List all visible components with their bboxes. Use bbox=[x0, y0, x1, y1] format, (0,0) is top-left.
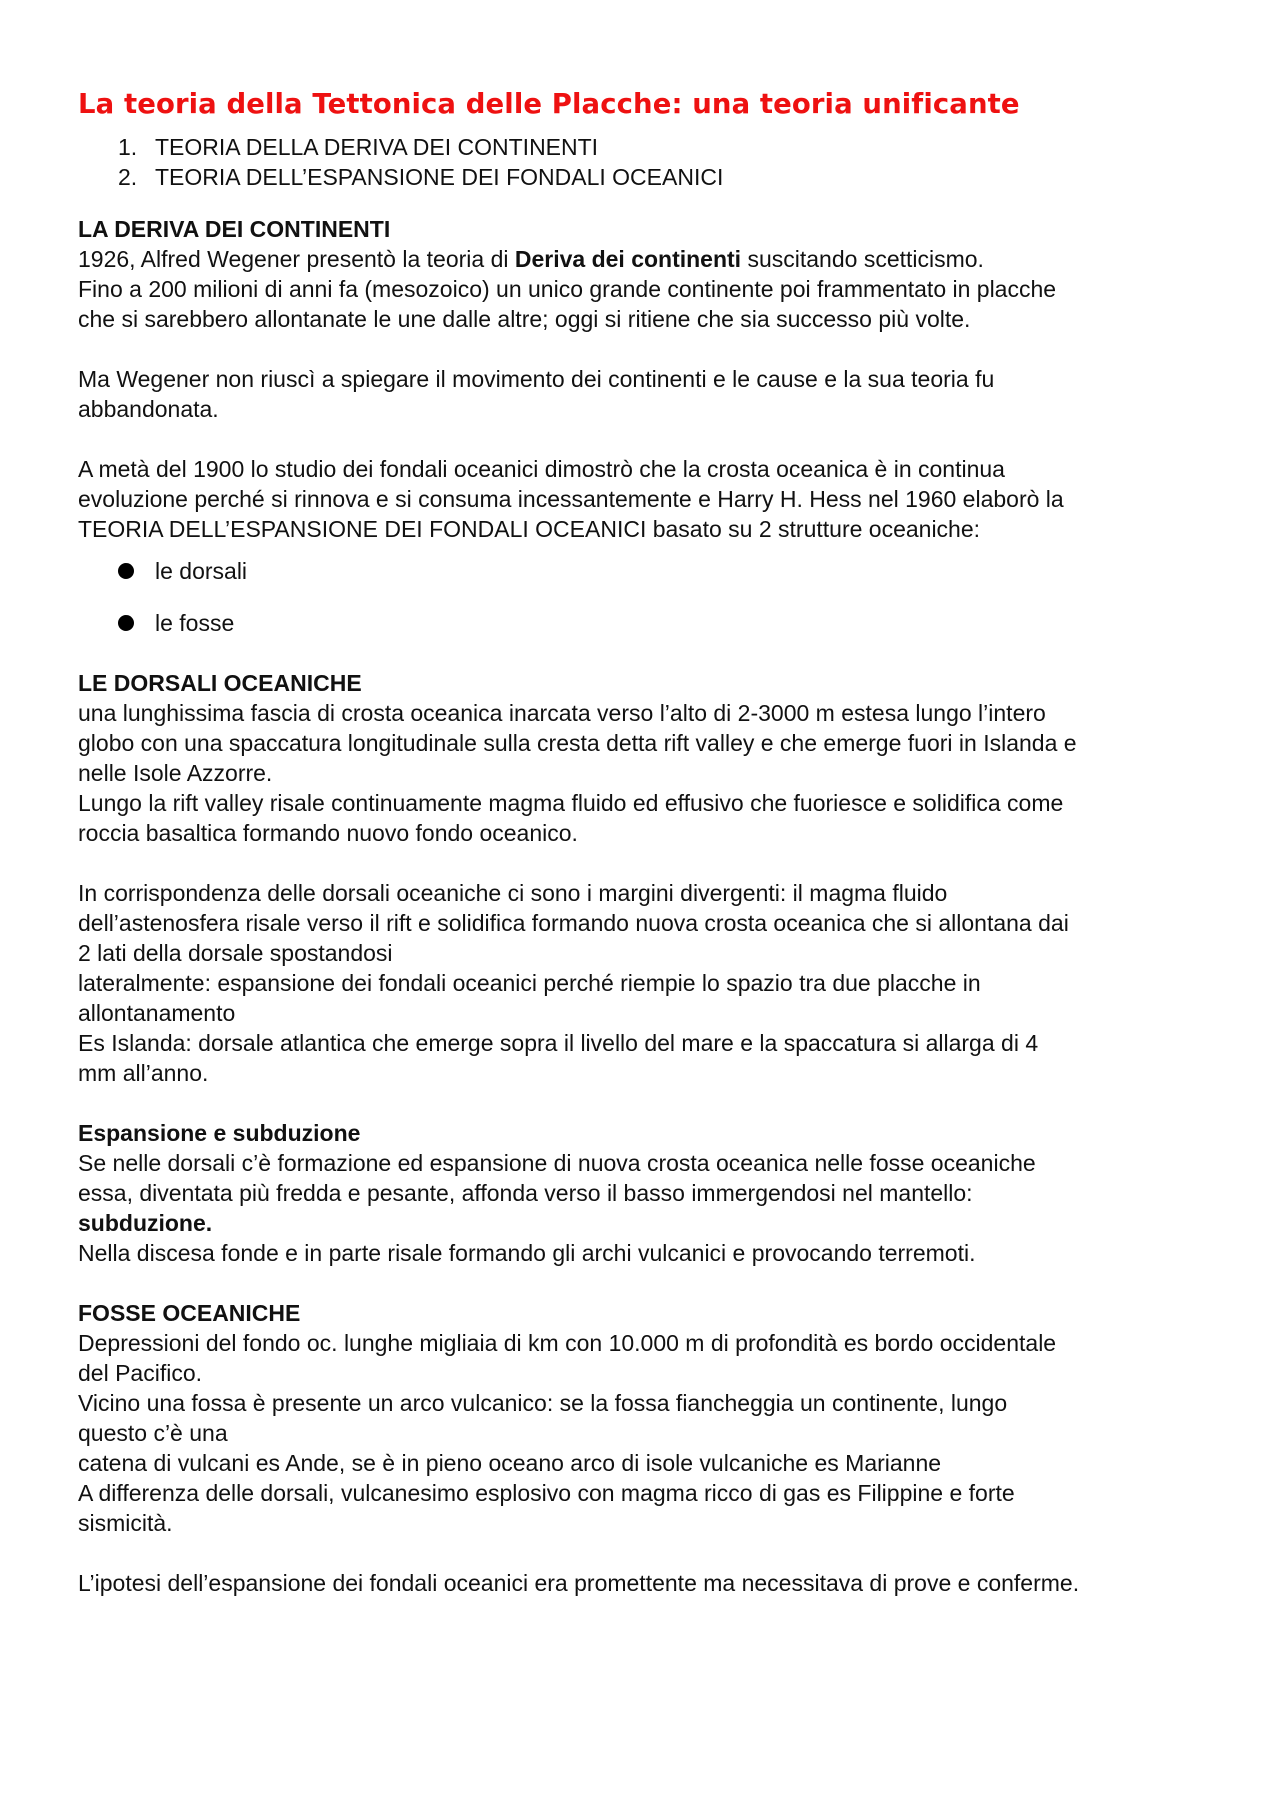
bullet-text: le dorsali bbox=[155, 558, 248, 584]
paragraph-line: A differenza delle dorsali, vulcanesimo esplosivo con magma ricco di gas es Filippine e forte bbox=[78, 1480, 1015, 1506]
paragraph-line: A metà del 1900 lo studio dei fondali oceanici dimostrò che la crosta oceanica è in continua bbox=[78, 456, 1005, 482]
paragraph-line: Ma Wegener non riuscì a spiegare il movimento dei continenti e le cause e la sua teoria fu bbox=[78, 366, 995, 392]
paragraph-line: Lungo la rift valley risale continuamente magma fluido ed effusivo che fuoriesce e solidifica come bbox=[78, 790, 1064, 816]
paragraph-line: catena di vulcani es Ande, se è in pieno oceano arco di isole vulcaniche es Marianne bbox=[78, 1450, 942, 1476]
paragraph-line bbox=[78, 244, 1218, 274]
bold-term: subduzione. bbox=[78, 1210, 213, 1236]
paragraph-line: sismicità. bbox=[78, 1510, 173, 1536]
text-run: 1926, Alfred Wegener presentò la teoria di bbox=[78, 246, 515, 272]
bullet-text: le fosse bbox=[155, 610, 235, 636]
paragraph-line: lateralmente: espansione dei fondali oceanici perché riempie lo spazio tra due placche in bbox=[78, 970, 981, 996]
paragraph-line: mm all’anno. bbox=[78, 1060, 209, 1086]
list-item bbox=[118, 162, 1218, 192]
bullet-item bbox=[118, 556, 1218, 586]
bullet-icon bbox=[118, 563, 134, 579]
section-heading-fosse: FOSSE OCEANICHE bbox=[78, 1300, 301, 1326]
bullet-item bbox=[118, 608, 1218, 638]
paragraph-line: allontanamento bbox=[78, 1000, 236, 1026]
paragraph-line: globo con una spaccatura longitudinale sulla cresta detta rift valley e che emerge fuori in Islanda e bbox=[78, 730, 1077, 756]
paragraph-line: Se nelle dorsali c’è formazione ed espansione di nuova crosta oceanica nelle fosse oceaniche bbox=[78, 1150, 1036, 1176]
list-item-text: TEORIA DELL’ESPANSIONE DEI FONDALI OCEANICI bbox=[155, 164, 724, 190]
closing-line: L’ipotesi dell’espansione dei fondali oceanici era promettente ma necessitava di prove e conferme. bbox=[78, 1570, 1080, 1596]
text-run: suscitando scetticismo. bbox=[741, 246, 984, 272]
bold-term: Deriva dei continenti bbox=[514, 246, 742, 272]
page-title: La teoria della Tettonica delle Placche: una teoria unificante bbox=[78, 88, 1020, 120]
list-number: 1. bbox=[118, 134, 138, 160]
paragraph-line: Nella discesa fonde e in parte risale formando gli archi vulcanici e provocando terremoti. bbox=[78, 1240, 976, 1266]
paragraph-line: nelle Isole Azzorre. bbox=[78, 760, 273, 786]
paragraph-line: una lunghissima fascia di crosta oceanica inarcata verso l’alto di 2-3000 m estesa lungo l’intero bbox=[78, 700, 1046, 726]
document-body bbox=[78, 86, 1218, 1598]
bullet-list bbox=[118, 556, 1218, 638]
section-heading-deriva: LA DERIVA DEI CONTINENTI bbox=[78, 216, 391, 242]
paragraph-line: questo c’è una bbox=[78, 1420, 228, 1446]
paragraph-line: 2 lati della dorsale spostandosi bbox=[78, 940, 393, 966]
paragraph-line: roccia basaltica formando nuovo fondo oceanico. bbox=[78, 820, 578, 846]
paragraph-line: TEORIA DELL’ESPANSIONE DEI FONDALI OCEANICI basato su 2 strutture oceaniche: bbox=[78, 516, 981, 542]
paragraph-line: In corrispondenza delle dorsali oceaniche ci sono i margini divergenti: il magma fluido bbox=[78, 880, 948, 906]
list-number: 2. bbox=[118, 164, 138, 190]
paragraph-line: essa, diventata più fredda e pesante, affonda verso il basso immergendosi nel mantello: bbox=[78, 1180, 973, 1206]
section-heading-dorsali: LE DORSALI OCEANICHE bbox=[78, 670, 362, 696]
paragraph-line: Es Islanda: dorsale atlantica che emerge sopra il livello del mare e la spaccatura si allarga di 4 bbox=[78, 1030, 1039, 1056]
section-heading-subduzione: Espansione e subduzione bbox=[78, 1120, 361, 1146]
paragraph-line: dell’astenosfera risale verso il rift e solidifica formando nuova crosta oceanica che si allontana dai bbox=[78, 910, 1069, 936]
paragraph-line: Vicino una fossa è presente un arco vulcanico: se la fossa fiancheggia un continente, lungo bbox=[78, 1390, 1008, 1416]
paragraph-line: evoluzione perché si rinnova e si consuma incessantemente e Harry H. Hess nel 1960 elaborò la bbox=[78, 486, 1064, 512]
paragraph-line: Fino a 200 milioni di anni fa (mesozoico) un unico grande continente poi frammentato in placche bbox=[78, 276, 1057, 302]
paragraph-line: abbandonata. bbox=[78, 396, 219, 422]
paragraph-line: che si sarebbero allontanate le une dalle altre; oggi si ritiene che sia successo più volte. bbox=[78, 306, 971, 332]
paragraph-line: del Pacifico. bbox=[78, 1360, 203, 1386]
list-item-text: TEORIA DELLA DERIVA DEI CONTINENTI bbox=[155, 134, 599, 160]
paragraph-line: Depressioni del fondo oc. lunghe migliaia di km con 10.000 m di profondità es bordo occidentale bbox=[78, 1330, 1057, 1356]
list-item bbox=[118, 132, 1218, 162]
numbered-list bbox=[118, 132, 1218, 192]
bullet-icon bbox=[118, 615, 134, 631]
